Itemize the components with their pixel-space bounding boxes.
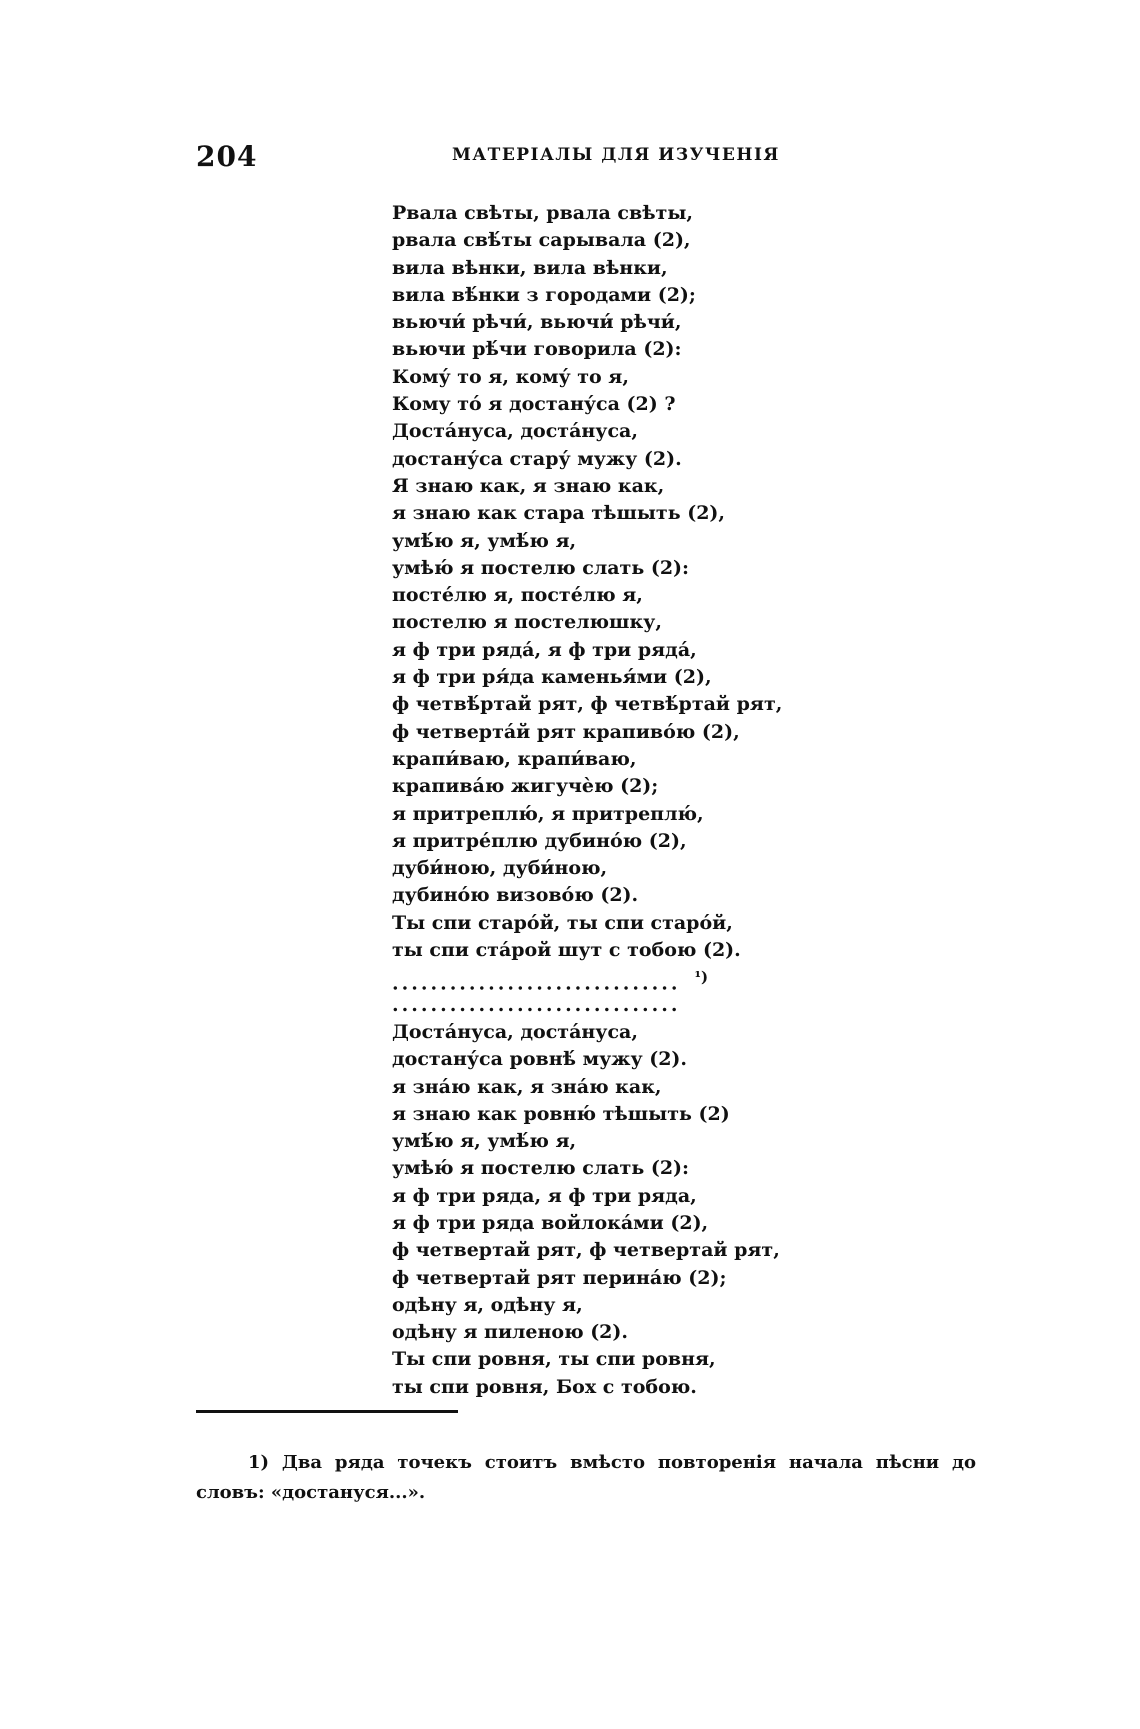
poem-line: посте́лю я, посте́лю я, xyxy=(392,584,643,607)
footnote-divider xyxy=(196,1410,458,1413)
poem-line: одѣну я пиленою (2). xyxy=(392,1321,629,1344)
poem-line: Кому то́ я достану́са (2) ? xyxy=(392,393,676,416)
poem-line: ты спи ста́рой шут с тобою (2). xyxy=(392,939,741,962)
poem-line: вьючи рѣ́чи говорила (2): xyxy=(392,338,682,361)
poem-line: ф четвертай рят, ф четвертай рят, xyxy=(392,1239,780,1262)
poem-line: ф четвѣ́ртай рят, ф четвѣ́ртай рят, xyxy=(392,693,783,716)
footnote-reference: ¹) xyxy=(694,968,709,987)
poem-line: достану́са ровнѣ́ мужу (2). xyxy=(392,1048,688,1071)
poem-line: я ф три ряда, я ф три ряда, xyxy=(392,1184,697,1207)
poem-line: вила вѣ́нки з городами (2); xyxy=(392,283,696,306)
poem-line: рвала свѣ́ты сарывала (2), xyxy=(392,229,691,252)
poem-line: вьючи́ рѣчи́, вьючи́ рѣчи́, xyxy=(392,311,682,334)
poem-text xyxy=(392,200,782,1401)
omission-dots: .............................. xyxy=(392,972,681,995)
poem-line: я ф три ря́да каменья́ми (2), xyxy=(392,666,712,689)
poem-line: умѣ́ю я, умѣ́ю я, xyxy=(392,1130,577,1153)
poem-line: я ф три ряда войлока́ми (2), xyxy=(392,1211,709,1234)
poem-line: крапива́ю жигучѐю (2); xyxy=(392,775,659,798)
omission-dots-line xyxy=(392,964,782,995)
poem-line: я зна́ю как, я зна́ю как, xyxy=(392,1075,662,1098)
poem-line: Я знаю как, я знаю как, xyxy=(392,474,665,497)
poem-line: я ф три ряда́, я ф три ряда́, xyxy=(392,638,697,661)
poem-line: Ты спи ровня, ты спи ровня, xyxy=(392,1348,716,1371)
poem-line: я знаю как стара тѣшыть (2), xyxy=(392,502,726,525)
poem-line: умѣю́ я постелю слать (2): xyxy=(392,1157,690,1180)
poem-line: я притреплю́, я притреплю́, xyxy=(392,802,704,825)
poem-line: я знаю как ровню́ тѣшыть (2) xyxy=(392,1102,730,1125)
poem-line: достану́са стару́ мужу (2). xyxy=(392,447,682,470)
poem-line: умѣю́ я постелю слать (2): xyxy=(392,556,690,579)
poem-line: Доста́нуса, доста́нуса, xyxy=(392,1020,638,1043)
poem-line: постелю я постелюшку, xyxy=(392,611,662,634)
poem-line: умѣ́ю я, умѣ́ю я, xyxy=(392,529,577,552)
poem-line: Кому́ то я, кому́ то я, xyxy=(392,365,629,388)
omission-dots-line: .............................. xyxy=(392,993,681,1016)
poem-line: я притре́плю дубино́ю (2), xyxy=(392,829,687,852)
poem-line: ф четвертай рят перина́ю (2); xyxy=(392,1266,727,1289)
running-title: МАТЕРІАЛЫ ДЛЯ ИЗУЧЕНІЯ xyxy=(452,145,780,165)
poem-line: Ты спи старо́й, ты спи старо́й, xyxy=(392,911,733,934)
poem-line: ты спи ровня, Бох с тобою. xyxy=(392,1375,697,1398)
poem-line: ф четверта́й рят крапиво́ю (2), xyxy=(392,720,740,743)
poem-line: крапи́ваю, крапи́ваю, xyxy=(392,747,637,770)
footnote: 1) Два ряда точекъ стоитъ вмѣсто повторенія начала пѣсни до словъ: «достануся...». xyxy=(196,1452,976,1503)
poem-line: Рвала свѣты, рвала свѣты, xyxy=(392,202,693,224)
poem-line: вила вѣнки, вила вѣнки, xyxy=(392,256,668,279)
page-number: 204 xyxy=(196,140,258,173)
poem-line: дуби́ною, дуби́ною, xyxy=(392,857,608,880)
poem-line: Доста́нуса, доста́нуса, xyxy=(392,420,638,443)
poem-line: одѣну я, одѣну я, xyxy=(392,1293,583,1316)
poem-line: дубино́ю визово́ю (2). xyxy=(392,884,639,907)
